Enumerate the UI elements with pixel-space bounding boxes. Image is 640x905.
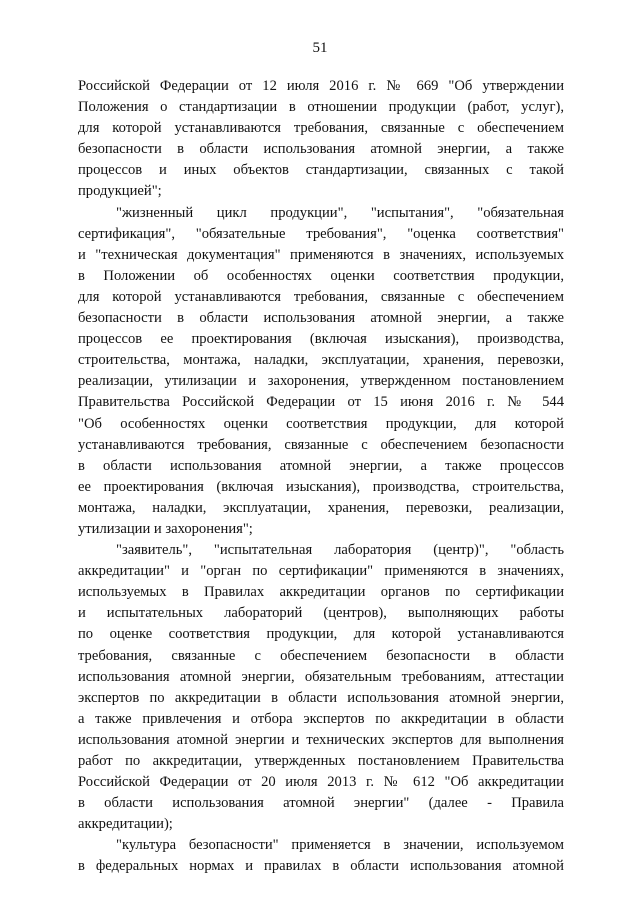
text-line: процессов ее проектирования (включая изыскания), производства, <box>78 331 564 348</box>
text-line: "Об особенностях оценки соответствия продукции, для которой <box>78 415 564 432</box>
text-line: безопасности в области использования атомной энергии, а также <box>78 141 564 158</box>
text-line: и "техническая документация" применяются в значениях, используемых <box>78 246 564 263</box>
text-line: в федеральных нормах и правилах в области использования атомной <box>78 858 564 875</box>
text-line: экспертов по аккредитации в области использования атомной энергии, <box>78 689 564 706</box>
text-line: процессов и иных объектов стандартизации, связанных с такой <box>78 162 564 179</box>
text-line: требования, связанные с обеспечением безопасности в области <box>78 647 564 664</box>
body-text <box>78 76 564 878</box>
text-line: использования атомной энергии и технических экспертов для выполнения <box>78 731 564 748</box>
text-line: Положения о стандартизации в отношении продукции (работ, услуг), <box>78 99 564 116</box>
text-line: для которой устанавливаются требования, связанные с обеспечением <box>78 288 564 305</box>
text-line: безопасности в области использования атомной энергии, а также <box>78 310 564 327</box>
text-line: в Положении об особенностях оценки соответствия продукции, <box>78 267 564 284</box>
text-line: ее проектирования (включая изыскания), производства, строительства, <box>78 478 564 495</box>
text-line: сертификация", "обязательные требования", "оценка соответствия" <box>78 225 564 242</box>
text-line: Российской Федерации от 20 июля 2013 г. № 612 "Об аккредитации <box>78 774 564 791</box>
text-line: по оценке соответствия продукции, для которой устанавливаются <box>78 626 564 643</box>
text-line: аккредитации" и "орган по сертификации" применяются в значениях, <box>78 563 564 580</box>
text-line: в области использования атомной энергии, а также процессов <box>78 457 564 474</box>
text-line: "культура безопасности" применяется в значении, используемом <box>116 837 564 854</box>
text-line: "жизненный цикл продукции", "испытания", "обязательная <box>116 204 564 221</box>
text-line: реализации, утилизации и захоронения, утвержденном постановлением <box>78 373 564 390</box>
text-line: а также привлечения и отбора экспертов по аккредитации в области <box>78 710 564 727</box>
text-line: для которой устанавливаются требования, связанные с обеспечением <box>78 120 564 137</box>
text-line: продукцией"; <box>78 183 162 200</box>
text-line: "заявитель", "испытательная лаборатория (центр)", "область <box>116 542 564 559</box>
text-line: устанавливаются требования, связанные с обеспечением безопасности <box>78 436 564 453</box>
text-line: аккредитации); <box>78 816 173 833</box>
text-line: Российской Федерации от 12 июля 2016 г. № 669 "Об утверждении <box>78 78 564 94</box>
text-line: в области использования атомной энергии" (далее - Правила <box>78 795 564 812</box>
page-number: 51 <box>312 40 328 56</box>
text-line: используемых в Правилах аккредитации органов по сертификации <box>78 584 564 601</box>
text-line: Правительства Российской Федерации от 15 июня 2016 г. № 544 <box>78 394 564 411</box>
text-line: утилизации и захоронения"; <box>78 520 253 537</box>
text-line: строительства, монтажа, наладки, эксплуатации, хранения, перевозки, <box>78 352 564 369</box>
text-line: работ по аккредитации, утвержденных постановлением Правительства <box>78 753 564 769</box>
text-line: и испытательных лабораторий (центров), выполняющих работы <box>78 605 564 622</box>
text-line: монтажа, наладки, эксплуатации, хранения, перевозки, реализации, <box>78 499 564 516</box>
text-line: использования атомной энергии, обязательным требованиям, аттестации <box>78 668 564 685</box>
